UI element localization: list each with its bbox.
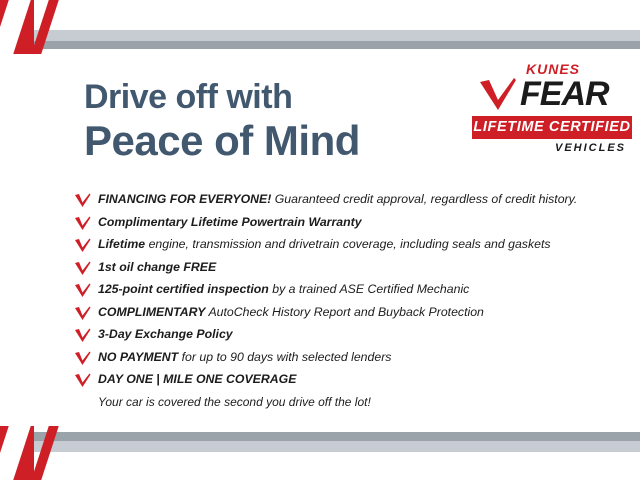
logo-fear-text: FEAR — [520, 75, 609, 113]
list-item-text — [98, 237, 551, 252]
list-item-rest: engine, transmission and drivetrain coverage, including seals and gaskets — [145, 237, 551, 251]
list-item-text — [98, 215, 362, 230]
list-item — [74, 305, 594, 321]
kunes-no-fear-logo — [472, 62, 632, 154]
list-item-text — [98, 260, 216, 275]
check-mark-icon — [74, 283, 91, 298]
list-item — [74, 282, 594, 298]
list-item-text — [98, 350, 391, 365]
list-item-bold: Complimentary Lifetime Powertrain Warranty — [98, 214, 362, 229]
list-item-text — [98, 372, 296, 387]
check-mark-icon — [74, 261, 91, 276]
list-item-rest: Guaranteed credit approval, regardless of credit history. — [271, 192, 578, 206]
list-item — [74, 327, 594, 343]
check-mark-icon — [74, 328, 91, 343]
check-mark-icon — [74, 238, 91, 253]
check-mark-icon — [74, 351, 91, 366]
check-mark-icon — [74, 193, 91, 208]
list-item-rest: AutoCheck History Report and Buyback Protection — [205, 304, 484, 319]
headline — [84, 78, 360, 164]
check-mark-icon — [74, 373, 91, 388]
list-item-text — [98, 192, 577, 207]
list-item — [74, 260, 594, 276]
list-item-subtext: Your car is covered the second you drive off the lot! — [98, 394, 371, 409]
logo-no-fear-row — [472, 77, 632, 115]
top-bar-light-stripe — [0, 30, 640, 41]
bottom-bar-light-stripe — [0, 441, 640, 452]
top-decorative-bar — [0, 0, 640, 54]
list-item-bold: NO PAYMENT — [98, 349, 179, 364]
benefits-list — [74, 192, 594, 409]
list-item — [74, 372, 594, 388]
list-item-bold: Lifetime — [98, 237, 146, 251]
list-item-text — [98, 327, 233, 342]
list-item-rest: by a trained ASE Certified Mechanic — [268, 282, 470, 296]
logo-lifetime-certified-bar: LIFETIME CERTIFIED — [472, 116, 632, 139]
list-item-bold: 1st oil change FREE — [98, 259, 217, 274]
list-item-body — [98, 372, 296, 387]
list-item-text — [98, 305, 484, 320]
list-item — [74, 350, 594, 366]
top-bar-dark-stripe — [0, 41, 640, 49]
list-item-bold: 3-Day Exchange Policy — [98, 327, 233, 341]
logo-vehicles-text: VEHICLES — [554, 142, 626, 154]
list-item-bold: DAY ONE | MILE ONE COVERAGE — [98, 372, 297, 386]
list-item-bold: 125-point certified inspection — [98, 282, 269, 296]
list-item-rest: for up to 90 days with selected lenders — [178, 349, 392, 364]
list-item-bold: FINANCING FOR EVERYONE! — [98, 192, 272, 206]
check-mark-icon — [74, 306, 91, 321]
logo-brand-text: KUNES — [525, 61, 580, 77]
bottom-decorative-bar — [0, 426, 640, 480]
list-item-bold: COMPLIMENTARY — [98, 304, 206, 319]
list-item — [74, 237, 594, 253]
headline-line-2: Peace of Mind — [84, 117, 360, 164]
headline-line-1: Drive off with — [84, 78, 293, 116]
list-item — [74, 215, 594, 231]
list-item-text — [98, 282, 469, 297]
bottom-bar-dark-stripe — [0, 432, 640, 441]
check-mark-icon — [74, 216, 91, 231]
list-item — [74, 192, 594, 208]
check-mark-icon — [478, 78, 518, 112]
